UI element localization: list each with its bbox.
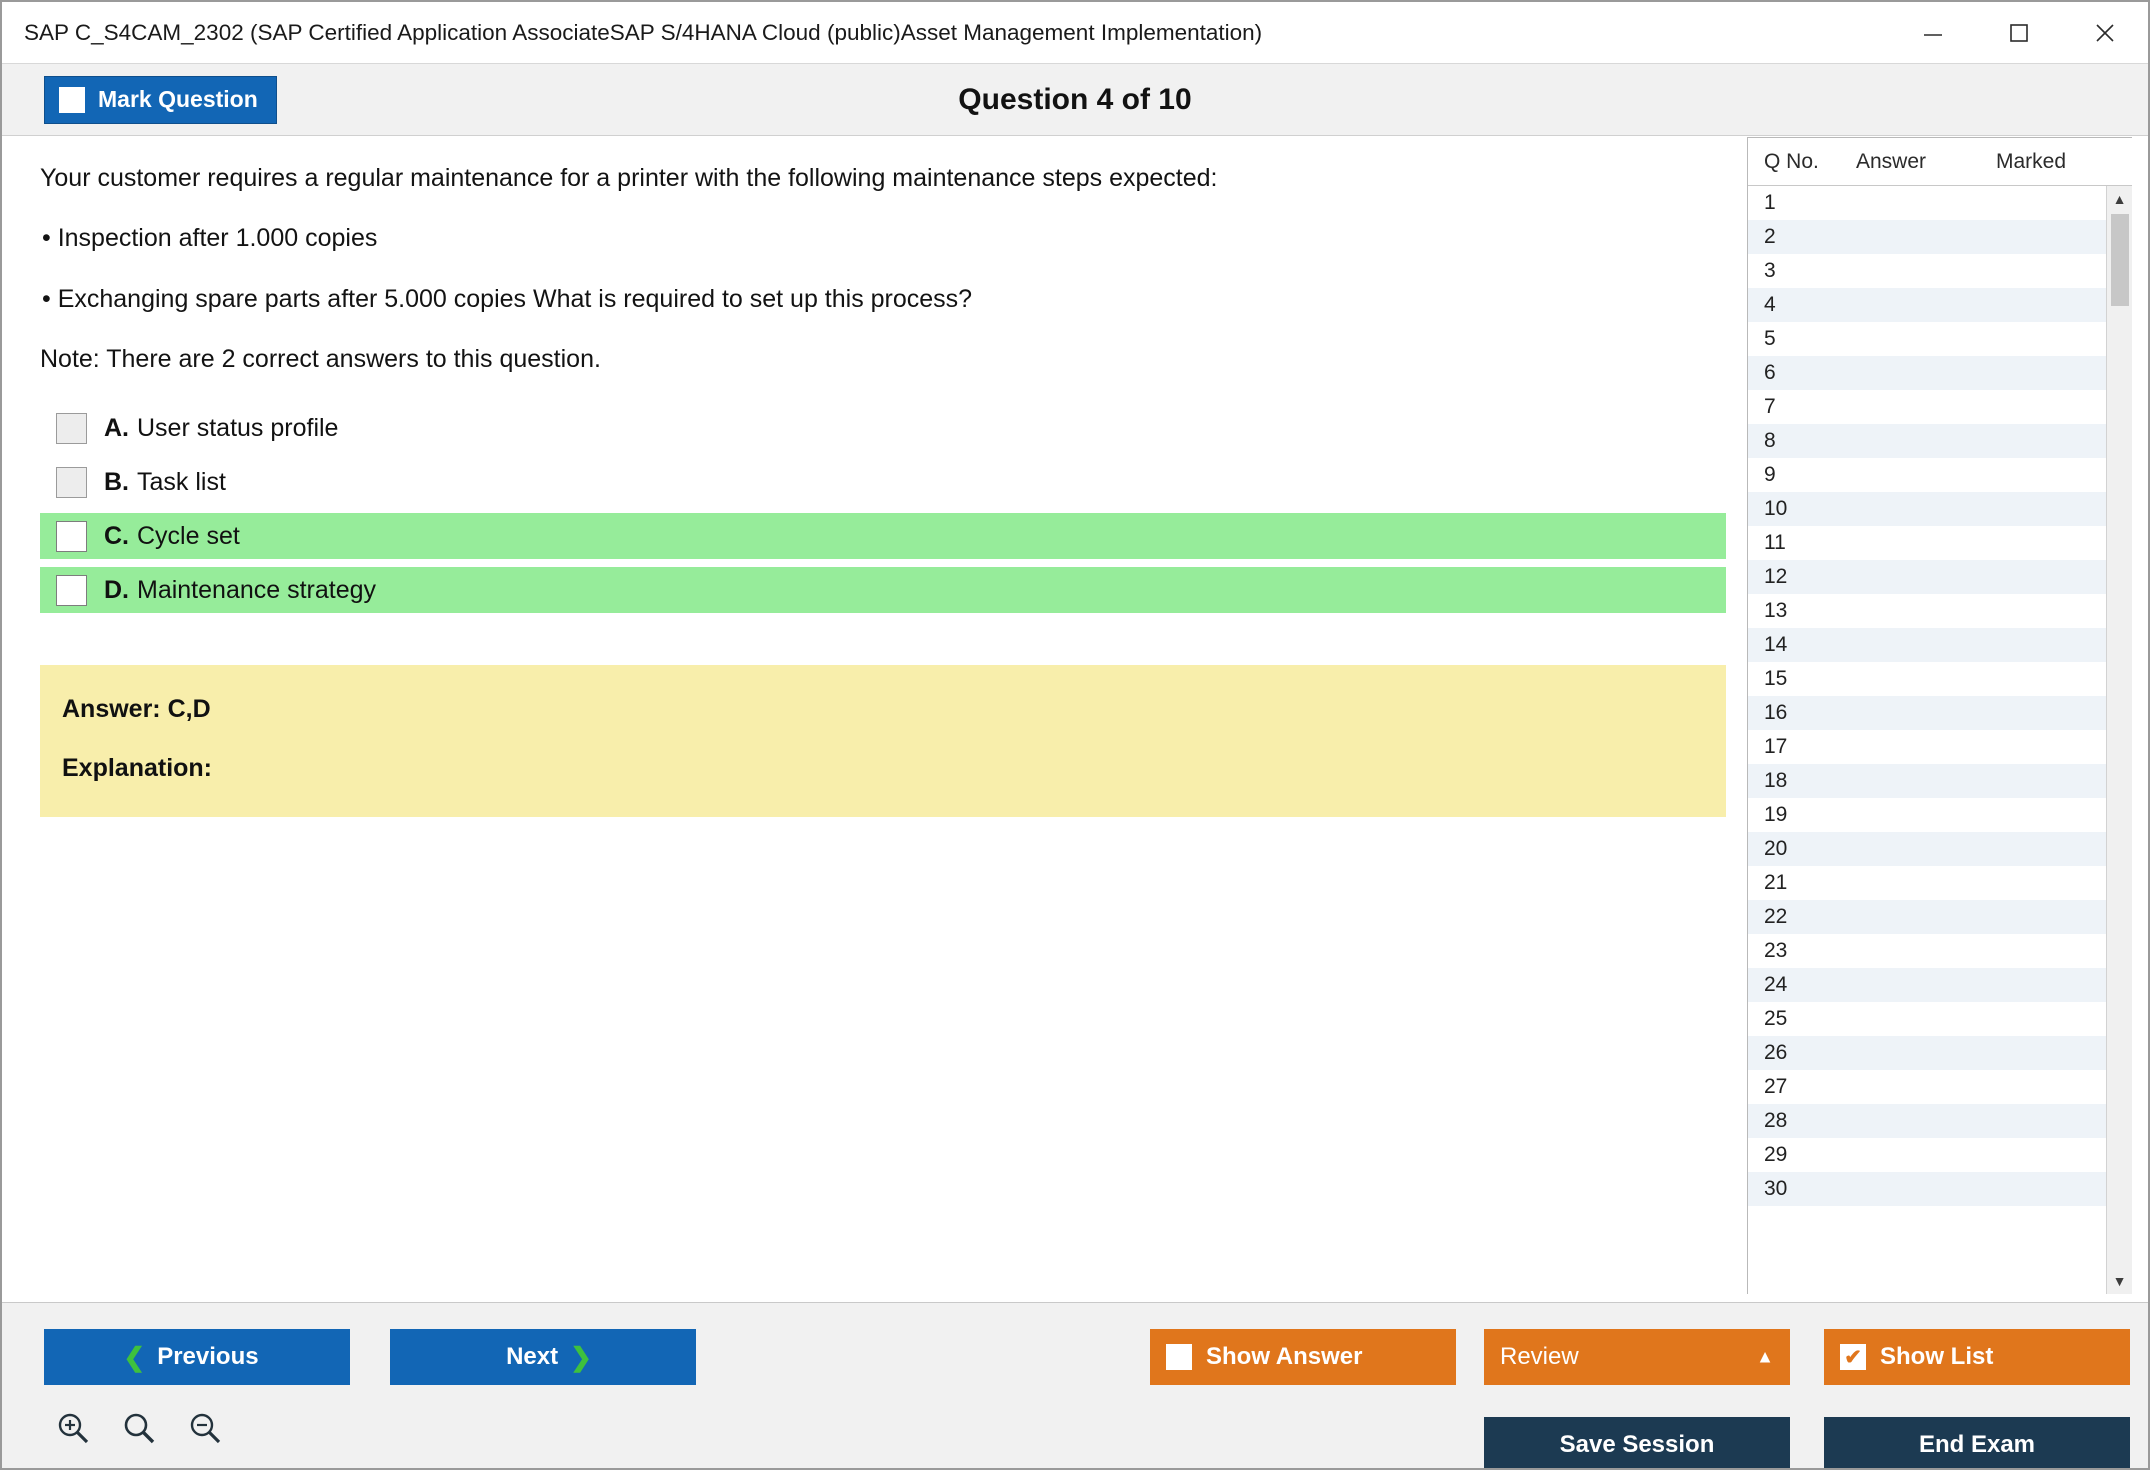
- question-list-header: [1748, 138, 2132, 186]
- question-counter: Question 4 of 10: [958, 82, 1192, 116]
- mark-question-label: Mark Question: [98, 86, 258, 112]
- show-list-checkbox[interactable]: [1840, 1344, 1866, 1370]
- show-list-label: Show List: [1880, 1343, 1994, 1370]
- column-header-marked: Marked: [1996, 149, 2067, 173]
- previous-button[interactable]: [44, 1329, 350, 1385]
- question-list-row-number: 4: [1764, 293, 1776, 316]
- show-answer-button[interactable]: [1150, 1329, 1456, 1385]
- column-header-answer: Answer: [1856, 149, 1927, 173]
- question-list-row[interactable]: [1748, 1036, 2106, 1070]
- window-controls: [1890, 2, 2148, 63]
- question-list-panel: [1747, 137, 2132, 1294]
- save-session-label: Save Session: [1559, 1431, 1715, 1458]
- question-list-row-number: 11: [1764, 531, 1786, 554]
- question-list-row-number: 21: [1764, 871, 1788, 894]
- option-a-text: User status profile: [137, 413, 339, 442]
- question-list-row-number: 22: [1764, 905, 1788, 928]
- question-list-rows[interactable]: [1748, 186, 2106, 1294]
- question-list-row[interactable]: [1748, 798, 2106, 832]
- question-list-row[interactable]: [1748, 1138, 2106, 1172]
- end-exam-button[interactable]: [1824, 1417, 2130, 1470]
- question-list-row[interactable]: [1748, 1172, 2106, 1206]
- option-a[interactable]: [40, 405, 1726, 451]
- window-title: SAP C_S4CAM_2302 (SAP Certified Application AssociateSAP S/4HANA Cloud (public)Asset Management Implementation): [24, 19, 1263, 45]
- question-note: Note: There are 2 correct answers to this question.: [40, 344, 601, 373]
- explanation-label: Explanation:: [62, 754, 213, 782]
- question-list-row-number: 27: [1764, 1075, 1788, 1098]
- show-list-button[interactable]: [1824, 1329, 2130, 1385]
- question-list-row[interactable]: [1748, 492, 2106, 526]
- question-list-row[interactable]: [1748, 186, 2106, 220]
- question-list-row[interactable]: [1748, 764, 2106, 798]
- question-list-row[interactable]: [1748, 662, 2106, 696]
- question-list-row-number: 8: [1764, 429, 1776, 452]
- scroll-up-icon[interactable]: ▲: [2107, 186, 2133, 212]
- question-list-row-number: 13: [1764, 599, 1788, 622]
- zoom-in-icon[interactable]: [54, 1409, 92, 1447]
- next-label: Next: [506, 1343, 559, 1370]
- end-exam-label: End Exam: [1918, 1431, 2036, 1458]
- chevron-right-icon: ❯: [570, 1341, 592, 1372]
- question-list-row[interactable]: [1748, 730, 2106, 764]
- option-c-letter: C.: [104, 521, 129, 550]
- save-session-button[interactable]: [1484, 1417, 1790, 1470]
- question-list-row-number: 30: [1764, 1177, 1788, 1200]
- option-c-checkbox[interactable]: [56, 521, 87, 552]
- question-list-row[interactable]: [1748, 458, 2106, 492]
- question-list-scrollbar[interactable]: [2106, 186, 2132, 1294]
- exam-body: [2, 137, 2148, 1302]
- question-list-row-number: 24: [1764, 973, 1788, 996]
- question-list-row-number: 3: [1764, 259, 1776, 282]
- question-list-row[interactable]: [1748, 628, 2106, 662]
- mark-question-button[interactable]: [44, 76, 277, 124]
- question-list-row-number: 25: [1764, 1007, 1788, 1030]
- chevron-up-icon: ▲: [1756, 1346, 1774, 1367]
- question-list-row-number: 6: [1764, 361, 1776, 384]
- question-bullet-2: • Exchanging spare parts after 5.000 copies What is required to set up this process?: [42, 284, 973, 313]
- question-list-row-number: 9: [1764, 463, 1776, 486]
- question-list-row-number: 2: [1764, 225, 1776, 248]
- option-b[interactable]: [40, 459, 1726, 505]
- question-list-row-number: 29: [1764, 1143, 1788, 1166]
- question-list-row[interactable]: [1748, 696, 2106, 730]
- question-list-row-number: 5: [1764, 327, 1776, 350]
- question-list-row-number: 17: [1764, 735, 1788, 758]
- question-list-row[interactable]: [1748, 390, 2106, 424]
- question-list-row[interactable]: [1748, 288, 2106, 322]
- option-d-checkbox[interactable]: [56, 575, 87, 606]
- option-c[interactable]: [40, 513, 1726, 559]
- question-list-row-number: 23: [1764, 939, 1788, 962]
- question-list-row[interactable]: [1748, 526, 2106, 560]
- answer-options: [40, 405, 1717, 613]
- option-a-checkbox[interactable]: [56, 413, 87, 444]
- question-list-body: [1748, 186, 2132, 1294]
- question-list-row[interactable]: [1748, 220, 2106, 254]
- next-button[interactable]: [390, 1329, 696, 1385]
- option-b-letter: B.: [104, 467, 129, 496]
- option-b-checkbox[interactable]: [56, 467, 87, 498]
- question-list-row-number: 26: [1764, 1041, 1788, 1064]
- minimize-icon[interactable]: [1890, 2, 1976, 63]
- option-b-text: Task list: [137, 467, 226, 496]
- option-d-text: Maintenance strategy: [137, 575, 377, 604]
- mark-question-checkbox[interactable]: [59, 87, 85, 113]
- question-list-row[interactable]: [1748, 254, 2106, 288]
- column-header-qno: Q No.: [1764, 149, 1819, 173]
- answer-explanation-box: [40, 665, 1726, 817]
- question-list-row-number: 7: [1764, 395, 1776, 418]
- question-list-row[interactable]: [1748, 832, 2106, 866]
- question-list-row[interactable]: [1748, 424, 2106, 458]
- question-list-row[interactable]: [1748, 322, 2106, 356]
- question-list-row[interactable]: [1748, 900, 2106, 934]
- zoom-out-icon[interactable]: [186, 1409, 224, 1447]
- previous-label: Previous: [157, 1343, 259, 1370]
- option-a-letter: A.: [104, 413, 129, 442]
- scroll-down-icon[interactable]: ▼: [2107, 1268, 2133, 1294]
- question-list-row-number: 15: [1764, 667, 1788, 690]
- show-answer-checkbox[interactable]: [1166, 1344, 1192, 1370]
- question-list-row-number: 18: [1764, 769, 1788, 792]
- show-answer-label: Show Answer: [1206, 1343, 1363, 1370]
- zoom-controls: [54, 1409, 224, 1447]
- question-list-row[interactable]: [1748, 356, 2106, 390]
- question-list-row[interactable]: [1748, 968, 2106, 1002]
- question-list-row[interactable]: [1748, 866, 2106, 900]
- exam-footer: [2, 1302, 2148, 1468]
- option-d[interactable]: [40, 567, 1726, 613]
- question-list-row-number: 28: [1764, 1109, 1788, 1132]
- search-icon[interactable]: [120, 1409, 158, 1447]
- question-list-row[interactable]: [1748, 594, 2106, 628]
- answer-key: Answer: C,D: [62, 695, 211, 723]
- question-list-row[interactable]: [1748, 560, 2106, 594]
- chevron-left-icon: ❮: [123, 1341, 146, 1372]
- option-d-letter: D.: [104, 575, 129, 604]
- question-list-row-number: 14: [1764, 633, 1788, 656]
- review-label: Review: [1500, 1343, 1579, 1370]
- question-list-row[interactable]: [1748, 1070, 2106, 1104]
- question-list-row-number: 10: [1764, 497, 1788, 520]
- question-list-row-number: 12: [1764, 565, 1788, 588]
- question-list-row[interactable]: [1748, 1002, 2106, 1036]
- maximize-icon[interactable]: [1976, 2, 2062, 63]
- question-list-row-number: 20: [1764, 837, 1788, 860]
- question-list-row-number: 16: [1764, 701, 1788, 724]
- question-stem: Your customer requires a regular maintenance for a printer with the following maintenance steps expected:: [40, 164, 1218, 192]
- question-panel: [2, 137, 1747, 1302]
- question-list-row[interactable]: [1748, 934, 2106, 968]
- scrollbar-thumb[interactable]: [2111, 214, 2129, 306]
- review-dropdown[interactable]: [1484, 1329, 1790, 1385]
- option-c-text: Cycle set: [137, 521, 240, 550]
- exam-header: [2, 64, 2148, 136]
- question-list-row[interactable]: [1748, 1104, 2106, 1138]
- question-bullet-1: • Inspection after 1.000 copies: [42, 224, 378, 253]
- close-icon[interactable]: [2062, 2, 2148, 63]
- question-list-row-number: 19: [1764, 803, 1788, 826]
- title-bar: [2, 2, 2148, 64]
- question-list-row-number: 1: [1764, 191, 1776, 214]
